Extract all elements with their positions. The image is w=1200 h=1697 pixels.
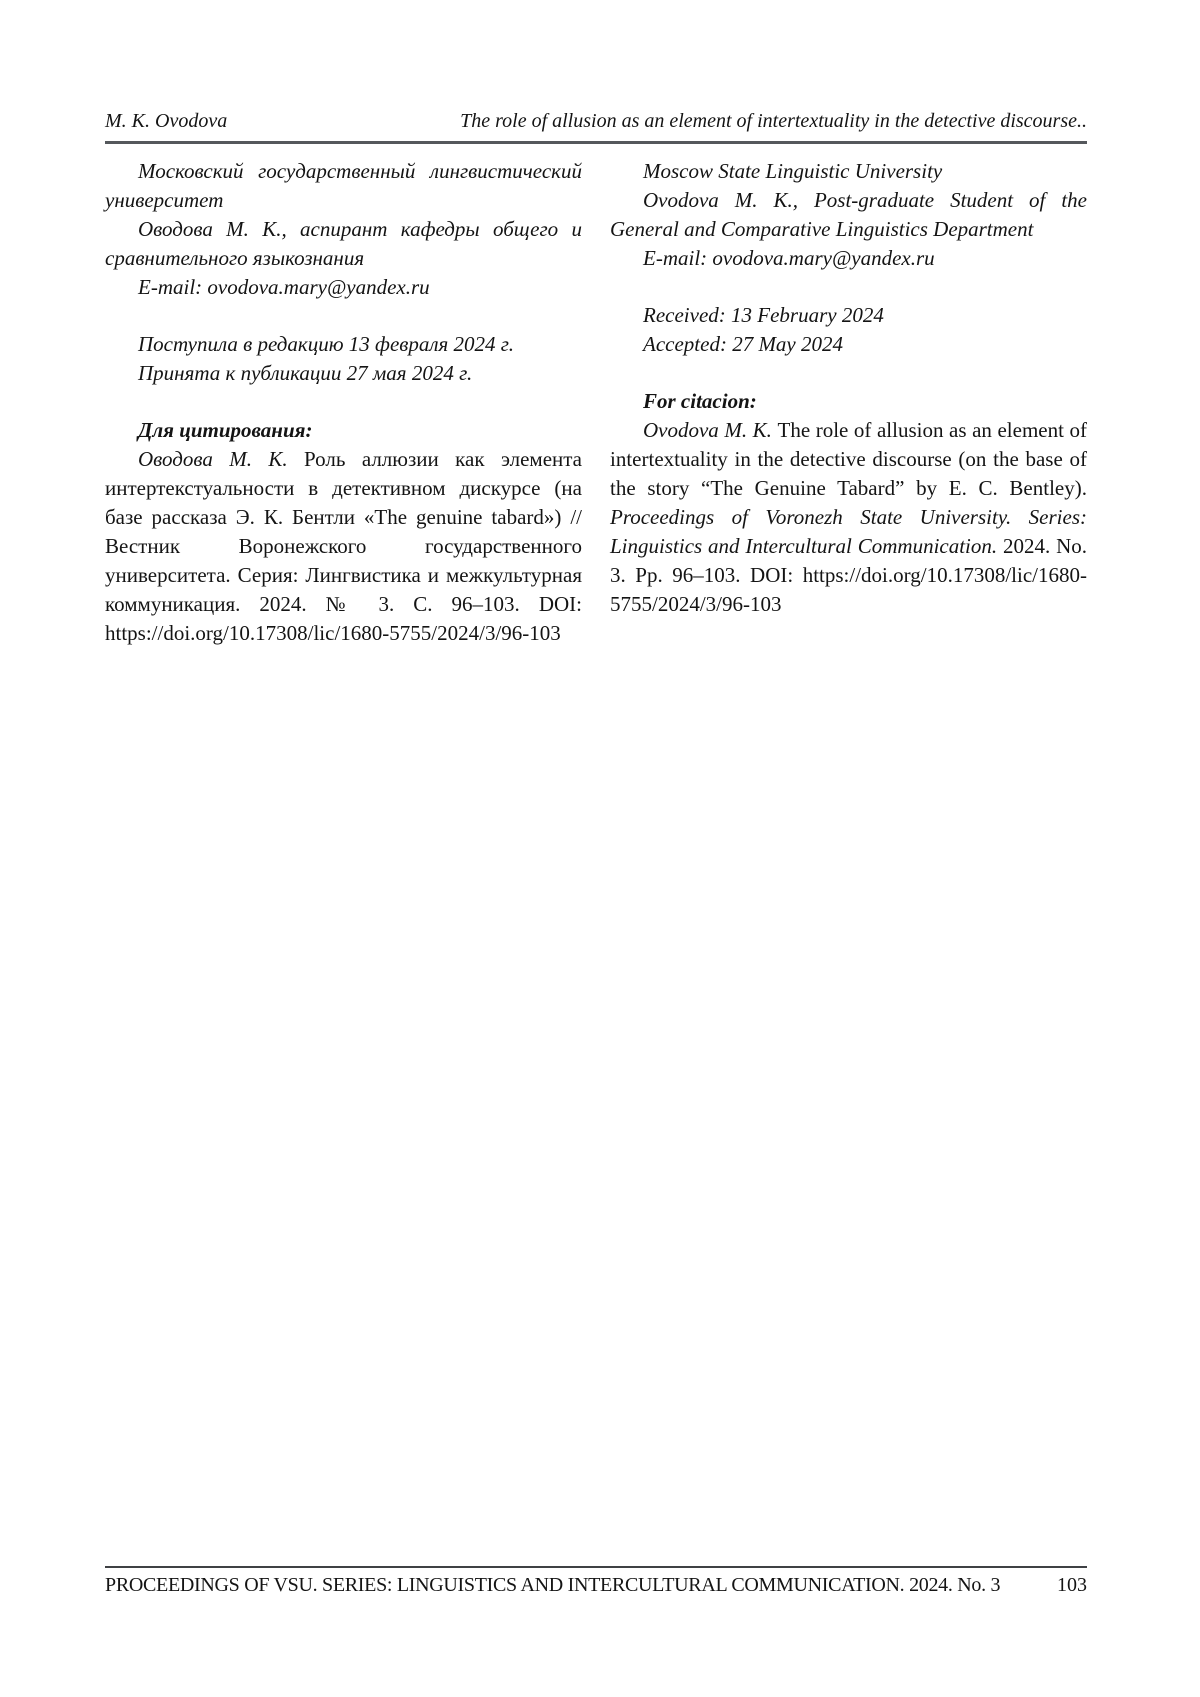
citation-text-en bbox=[610, 416, 1087, 619]
accepted-date-ru: Принята к публикации 27 мая 2024 г. bbox=[138, 361, 473, 385]
footer-page-number: 103 bbox=[1057, 1574, 1087, 1596]
footer-rule bbox=[105, 1566, 1087, 1568]
english-column bbox=[610, 157, 1087, 648]
affiliation-en: Moscow State Linguistic University bbox=[643, 159, 943, 183]
email-ru: E-mail: ovodova.mary@yandex.ru bbox=[138, 275, 430, 299]
citation-segment: Оводова М. К. bbox=[138, 447, 304, 471]
footer-line bbox=[105, 1573, 1087, 1598]
citation-segment: Proceedings of Voronezh State University. Series: Linguistics and Intercultural Communication. bbox=[610, 505, 1087, 558]
accepted-date-en: Accepted: 27 May 2024 bbox=[643, 332, 844, 356]
email-en: E-mail: ovodova.mary@yandex.ru bbox=[643, 246, 935, 270]
citation-segment: 2024. No. 3. Pp. 96–103. DOI: https://doi.org/10.17308/lic/1680-5755/2024/3/96-103 bbox=[610, 534, 1087, 616]
page-footer bbox=[105, 1566, 1087, 1598]
citation-text-ru bbox=[105, 445, 582, 648]
affiliation-ru: Московский государственный лингвистический университет bbox=[105, 159, 582, 212]
russian-column bbox=[105, 157, 582, 648]
citation-segment: The role of allusion as an element of intertextuality in the detective discourse (on the base of the story “The Genuine Tabard” by E. C. Bentley). bbox=[610, 418, 1087, 500]
citation-segment: Роль аллюзии как элемента интертекстуальности в детективном дискурсе (на базе рассказа Э. К. Бентли «The genuine tabard») // Вестник Воронежского государственного университета. Серия: Лингвистика и межкультурная коммуникация. 2024. № 3. С. 96–103. DOI: https://doi.org/10.17308/lic/1680-5755/2024/3/96-103 bbox=[105, 447, 583, 645]
author-role-ru: Оводова М. К., аспирант кафедры общего и сравнительного языкознания bbox=[105, 217, 582, 270]
header-rule bbox=[105, 141, 1087, 144]
citation-segment: Ovodova M. K. bbox=[643, 418, 778, 442]
received-date-en: Received: 13 February 2024 bbox=[643, 303, 884, 327]
footer-journal-title: PROCEEDINGS OF VSU. SERIES: LINGUISTICS AND INTERCULTURAL COMMUNICATION. 2024. No. 3 bbox=[105, 1574, 1001, 1596]
running-head-title: The role of allusion as an element of intertextuality in the detective discourse.. bbox=[460, 110, 1087, 132]
running-head bbox=[105, 108, 1087, 134]
running-head-author: M. K. Ovodova bbox=[105, 110, 228, 132]
two-column-layout bbox=[105, 157, 1087, 648]
citation-heading-en: For citacion: bbox=[643, 389, 757, 413]
author-role-en: Ovodova M. K., Post-graduate Student of the General and Comparative Linguistics Department bbox=[610, 188, 1087, 241]
received-date-ru: Поступила в редакцию 13 февраля 2024 г. bbox=[138, 332, 514, 356]
citation-heading-ru: Для цитирования: bbox=[138, 418, 313, 442]
